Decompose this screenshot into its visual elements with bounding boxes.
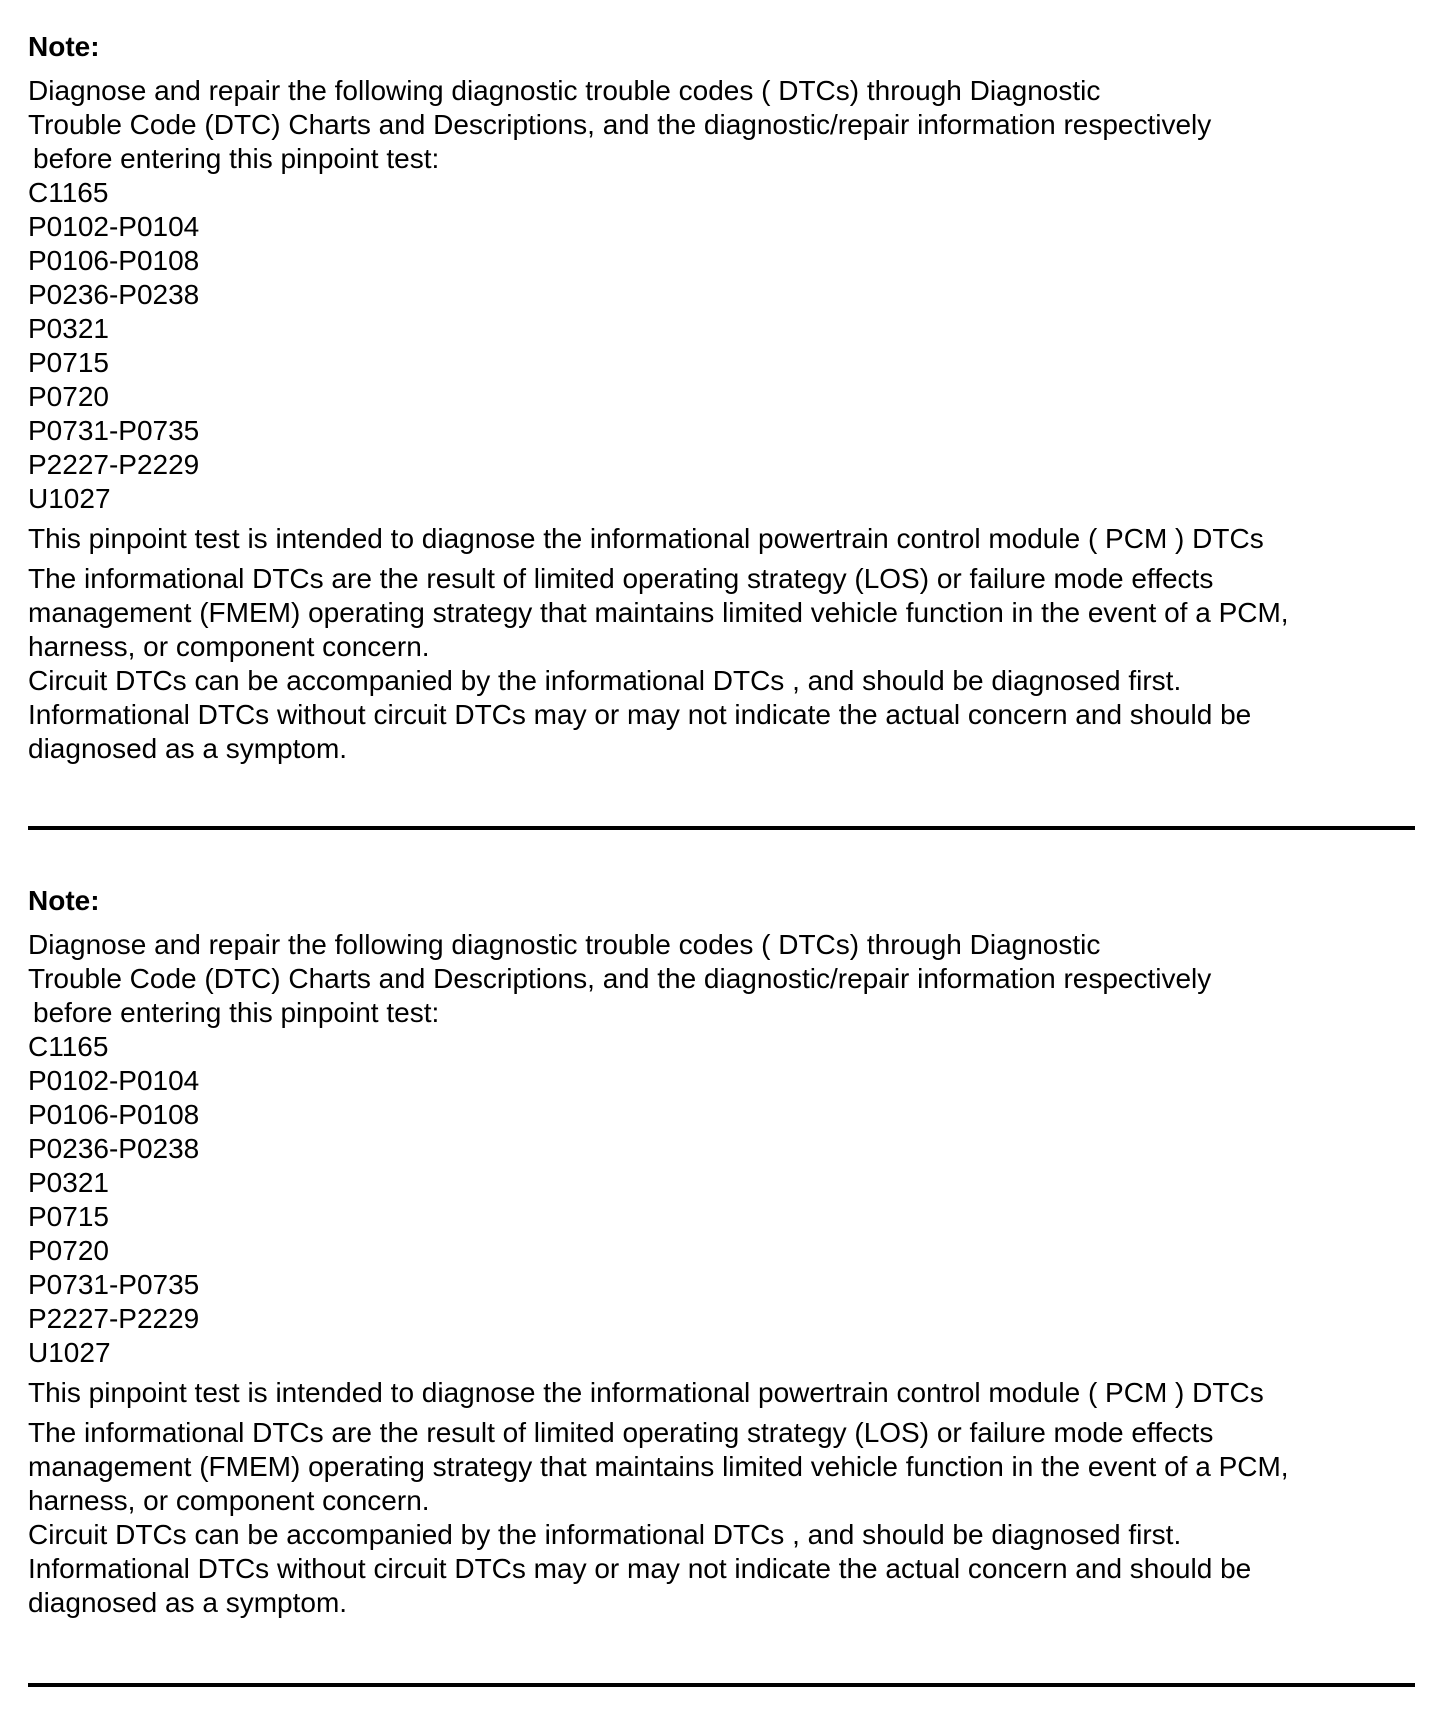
intro-line: before entering this pinpoint test: <box>33 143 440 174</box>
explanation-line: diagnosed as a symptom. <box>28 1587 348 1618</box>
dtc-code: P0102-P0104 <box>28 211 200 242</box>
explanation-line: Circuit DTCs can be accompanied by the informational DTCs , and should be diagnosed first. <box>28 1519 1182 1550</box>
dtc-code-list <box>28 176 1418 516</box>
dtc-code: P2227-P2229 <box>28 449 200 480</box>
dtc-code: P0715 <box>28 347 109 378</box>
explanation-line: management (FMEM) operating strategy that maintains limited vehicle function in the event of a PCM, <box>28 597 1289 628</box>
dtc-code: P0321 <box>28 1167 109 1198</box>
dtc-code: P2227-P2229 <box>28 1303 200 1334</box>
explanation-line: The informational DTCs are the result of limited operating strategy (LOS) or failure mode effects <box>28 563 1214 594</box>
dtc-code: U1027 <box>28 1337 111 1368</box>
dtc-code: P0236-P0238 <box>28 1133 200 1164</box>
dtc-code: P0236-P0238 <box>28 279 200 310</box>
dtc-code: P0715 <box>28 1201 109 1232</box>
explanation-line: harness, or component concern. <box>28 1485 430 1516</box>
explanation-line: Informational DTCs without circuit DTCs may or may not indicate the actual concern and should be <box>28 699 1252 730</box>
dtc-code: P0731-P0735 <box>28 1269 200 1300</box>
explanation-text <box>28 562 1418 766</box>
dtc-code: C1165 <box>28 177 109 208</box>
intro-line: Diagnose and repair the following diagnostic trouble codes ( DTCs) through Diagnostic <box>28 75 1101 106</box>
note-intro <box>28 928 1418 1030</box>
dtc-code-list <box>28 1030 1418 1370</box>
divider-rule <box>28 1683 1415 1687</box>
dtc-code: C1165 <box>28 1031 109 1062</box>
dtc-code: P0321 <box>28 313 109 344</box>
dtc-code: P0720 <box>28 381 109 412</box>
intro-line: Trouble Code (DTC) Charts and Descriptions, and the diagnostic/repair information respectively <box>28 963 1212 994</box>
intro-line: Diagnose and repair the following diagnostic trouble codes ( DTCs) through Diagnostic <box>28 929 1101 960</box>
intro-line: Trouble Code (DTC) Charts and Descriptions, and the diagnostic/repair information respectively <box>28 109 1212 140</box>
dtc-code: P0731-P0735 <box>28 415 200 446</box>
explanation-line: management (FMEM) operating strategy that maintains limited vehicle function in the event of a PCM, <box>28 1451 1289 1482</box>
explanation-line: Informational DTCs without circuit DTCs may or may not indicate the actual concern and should be <box>28 1553 1252 1584</box>
note-block-1 <box>28 30 1418 766</box>
explanation-text <box>28 1416 1418 1620</box>
dtc-code: U1027 <box>28 483 111 514</box>
divider-rule <box>28 826 1415 830</box>
note-heading: Note: <box>28 31 100 62</box>
note-intro <box>28 74 1418 176</box>
purpose-text: This pinpoint test is intended to diagnose the informational powertrain control module ( PCM ) DTCs <box>28 1377 1264 1408</box>
explanation-line: The informational DTCs are the result of limited operating strategy (LOS) or failure mode effects <box>28 1417 1214 1448</box>
explanation-line: harness, or component concern. <box>28 631 430 662</box>
note-block-2 <box>28 884 1418 1620</box>
intro-line: before entering this pinpoint test: <box>33 997 440 1028</box>
purpose-text: This pinpoint test is intended to diagnose the informational powertrain control module ( PCM ) DTCs <box>28 523 1264 554</box>
dtc-code: P0106-P0108 <box>28 245 200 276</box>
dtc-code: P0106-P0108 <box>28 1099 200 1130</box>
explanation-line: diagnosed as a symptom. <box>28 733 348 764</box>
note-heading: Note: <box>28 885 100 916</box>
explanation-line: Circuit DTCs can be accompanied by the informational DTCs , and should be diagnosed first. <box>28 665 1182 696</box>
dtc-code: P0720 <box>28 1235 109 1266</box>
dtc-code: P0102-P0104 <box>28 1065 200 1096</box>
